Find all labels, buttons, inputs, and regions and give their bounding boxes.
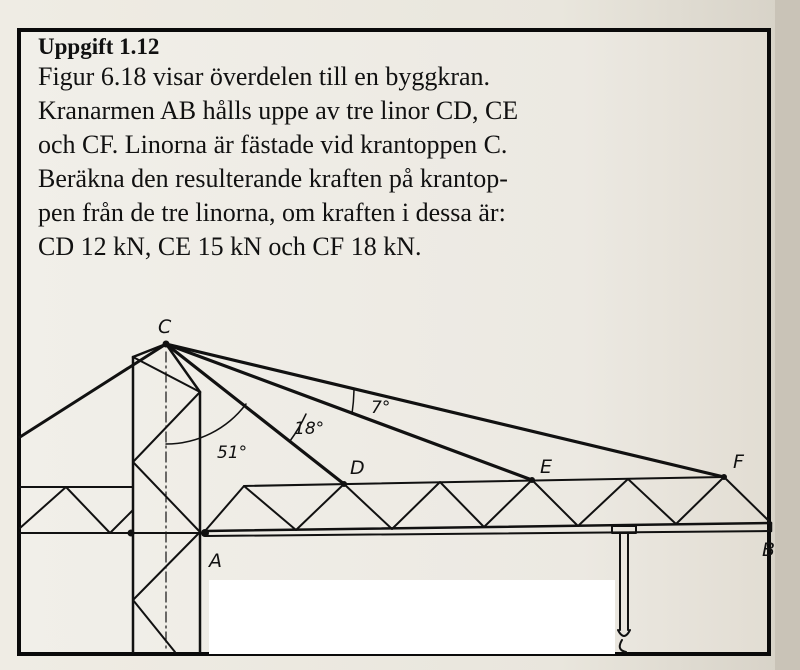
angle-arc-7 (352, 390, 354, 414)
joint-C (163, 341, 170, 348)
problem-line-4: Beräkna den resulterande kraften på krantop- (38, 164, 508, 193)
hook (618, 630, 630, 652)
label-F: F (733, 451, 744, 473)
joint-A (201, 529, 209, 537)
jib-bottom-chord-2 (205, 531, 771, 536)
label-D: D (350, 457, 365, 479)
problem-heading: Uppgift 1.12 (38, 34, 160, 59)
label-C: C (158, 316, 172, 338)
joint-F (721, 474, 727, 480)
counter-jib-truss (20, 487, 133, 533)
angle-arc-51 (166, 404, 246, 444)
problem-line-3: och CF. Linorna är fästade vid krantoppen C. (38, 130, 508, 159)
label-angle-18: 18° (294, 419, 325, 439)
label-B: B (762, 539, 776, 561)
jib-top-chord (244, 477, 724, 486)
joint-E (529, 477, 535, 483)
problem-line-6: CD 12 kN, CE 15 kN och CF 18 kN. (38, 232, 422, 261)
label-A: A (209, 550, 222, 572)
joint-tower-base (128, 530, 135, 537)
label-angle-7: 7° (371, 398, 391, 418)
blank-area (209, 580, 615, 654)
label-angle-51: 51° (217, 443, 248, 463)
problem-line-1: Figur 6.18 visar överdelen till en byggkran. (38, 62, 491, 91)
label-E: E (540, 456, 553, 478)
joint-D (341, 481, 347, 487)
problem-line-5: pen från de tre linorna, om kraften i dessa är: (38, 198, 506, 227)
problem-line-2: Kranarmen AB hålls uppe av tre linor CD, CE (38, 96, 519, 125)
back-stay-line (20, 344, 166, 437)
